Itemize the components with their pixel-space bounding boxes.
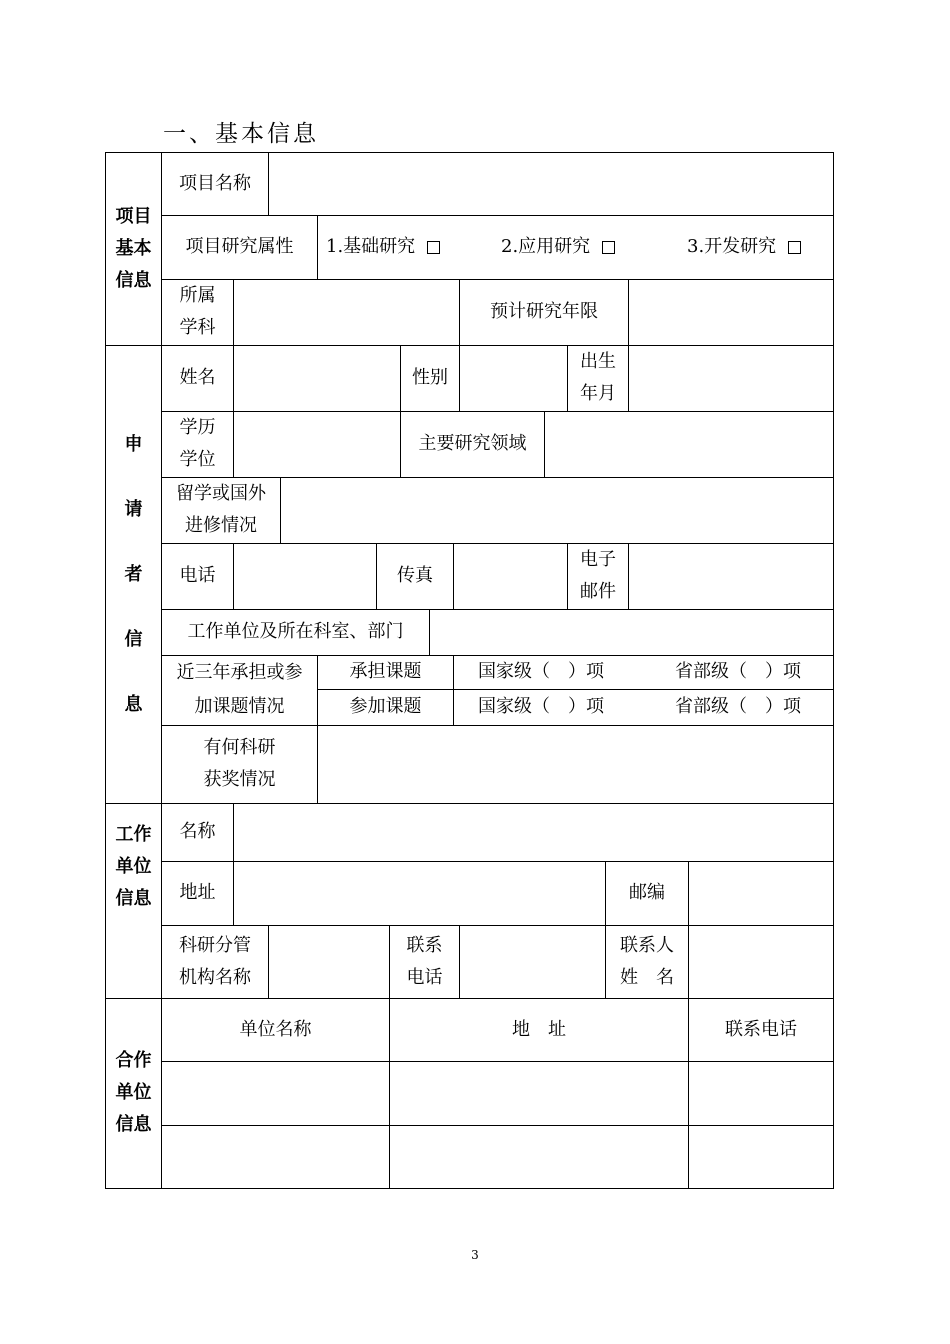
fax-label: 传真	[397, 565, 433, 586]
gender-label: 性别	[412, 367, 448, 388]
label-line: 学历	[179, 417, 216, 438]
workplace-field[interactable]	[430, 610, 833, 655]
group-label-line: 单位	[115, 1082, 152, 1103]
col-header-unit-name: 单位名称	[239, 1018, 312, 1040]
label-line: 进修情况	[185, 515, 257, 536]
research-years-field[interactable]	[629, 280, 833, 345]
label-line: 出生	[580, 351, 616, 372]
degree-label	[162, 411, 233, 477]
contact-phone-field[interactable]	[460, 926, 605, 998]
label-line: 学位	[179, 449, 216, 470]
checkbox-icon[interactable]	[427, 241, 440, 254]
fax-field[interactable]	[454, 544, 567, 609]
undertake-label: 承担课题	[349, 661, 422, 682]
group-label-line: 合作	[115, 1050, 152, 1071]
checkbox-icon[interactable]	[788, 241, 801, 254]
label-line: 科研分管	[179, 934, 251, 956]
group-label-line: 基本	[115, 237, 152, 259]
col-line	[453, 655, 454, 726]
discipline-label	[162, 279, 233, 345]
label-line: 机构名称	[179, 966, 251, 988]
project-name-label: 项目名称	[179, 172, 251, 194]
unit-name-field[interactable]	[234, 804, 833, 861]
workplace-label: 工作单位及所在科室、部门	[187, 621, 404, 642]
degree-field[interactable]	[234, 412, 400, 477]
name-label: 姓名	[179, 367, 216, 388]
group-label-line: 者	[124, 563, 143, 585]
group-label-line: 申	[124, 433, 143, 455]
coop-row-1-contact-phone[interactable]	[689, 1062, 833, 1125]
coop-row-2-address[interactable]	[390, 1126, 688, 1188]
coop-row-2-unit-name[interactable]	[162, 1126, 389, 1188]
col-header-address: 地 址	[512, 1018, 566, 1040]
option-development[interactable]	[687, 215, 827, 279]
gender-field[interactable]	[460, 346, 567, 411]
label-line: 电话	[406, 966, 443, 988]
group-label-line: 信息	[115, 1114, 152, 1135]
checkbox-icon[interactable]	[602, 241, 615, 254]
awards-label	[162, 725, 317, 803]
label-line: 联系人	[620, 934, 674, 956]
label-line: 有何科研	[203, 737, 276, 758]
label-line: 留学或国外	[176, 483, 266, 504]
mgmt-org-label	[162, 925, 268, 998]
section-title: 一、基本信息	[163, 121, 319, 147]
group-label-line: 信息	[115, 888, 152, 909]
group-label-line: 项目	[115, 205, 152, 227]
address-field[interactable]	[234, 862, 605, 925]
contact-person-field[interactable]	[689, 926, 833, 998]
birth-field[interactable]	[629, 346, 833, 411]
undertake-provincial[interactable]: 省部级（ ）项	[675, 661, 801, 682]
table-border-bottom	[105, 1188, 834, 1189]
recent-projects-label	[162, 655, 317, 725]
group-label-line: 请	[124, 498, 143, 520]
mgmt-org-field[interactable]	[269, 926, 389, 998]
group-label-line: 息	[124, 693, 143, 715]
coop-row-1-address[interactable]	[390, 1062, 688, 1125]
label-line: 姓 名	[620, 966, 674, 988]
option-applied[interactable]	[501, 215, 651, 279]
abroad-field[interactable]	[281, 478, 833, 543]
label-line: 加课题情况	[194, 696, 285, 717]
address-label: 地址	[179, 882, 216, 903]
group-label-line: 工作	[115, 824, 152, 845]
participate-national[interactable]: 国家级（ ）项	[478, 696, 604, 717]
undertake-national[interactable]: 国家级（ ）项	[478, 661, 604, 682]
research-field-field[interactable]	[545, 412, 833, 477]
research-field-label: 主要研究领域	[418, 433, 527, 454]
coop-row-2-contact-phone[interactable]	[689, 1126, 833, 1188]
birth-label	[568, 345, 628, 411]
contact-phone-label	[390, 925, 459, 998]
postcode-label: 邮编	[629, 882, 665, 903]
label-line: 获奖情况	[203, 769, 276, 790]
contact-person-label	[606, 925, 688, 998]
phone-label: 电话	[179, 565, 216, 586]
group-label-line: 信息	[115, 269, 152, 291]
label-line: 学科	[179, 317, 216, 338]
awards-field[interactable]	[318, 726, 833, 803]
applicant-group-label	[106, 345, 161, 803]
option-label: 2.应用研究	[501, 236, 591, 257]
name-field[interactable]	[234, 346, 400, 411]
option-basic[interactable]	[326, 215, 476, 279]
label-line: 所属	[179, 285, 216, 306]
option-label: 3.开发研究	[687, 236, 777, 257]
label-line: 电子	[580, 549, 616, 570]
label-line: 近三年承担或参	[176, 662, 303, 683]
option-label: 1.基础研究	[326, 236, 416, 257]
abroad-label	[162, 477, 280, 543]
group-label-line: 信	[124, 628, 143, 650]
participate-label: 参加课题	[349, 696, 422, 717]
email-label	[568, 543, 628, 609]
participate-provincial[interactable]: 省部级（ ）项	[675, 696, 801, 717]
page-number: 3	[471, 1248, 479, 1262]
work-unit-group-label	[106, 803, 161, 931]
project-name-field[interactable]	[269, 153, 833, 215]
table-border-right	[833, 152, 834, 1189]
col-line	[317, 215, 318, 280]
label-line: 联系	[406, 934, 443, 956]
cooperation-group-label	[106, 998, 161, 1188]
project-group-label	[106, 152, 161, 345]
label-line: 邮件	[580, 581, 616, 602]
postcode-field[interactable]	[689, 862, 833, 925]
unit-name-label: 名称	[179, 821, 216, 842]
research-years-label: 预计研究年限	[490, 301, 598, 322]
col-header-contact-phone: 联系电话	[725, 1018, 797, 1040]
project-type-label: 项目研究属性	[185, 236, 294, 257]
email-field[interactable]	[629, 544, 833, 609]
label-line: 年月	[580, 383, 616, 404]
discipline-field[interactable]	[234, 280, 459, 345]
phone-field[interactable]	[234, 544, 376, 609]
group-label-line: 单位	[115, 856, 152, 877]
coop-row-1-unit-name[interactable]	[162, 1062, 389, 1125]
